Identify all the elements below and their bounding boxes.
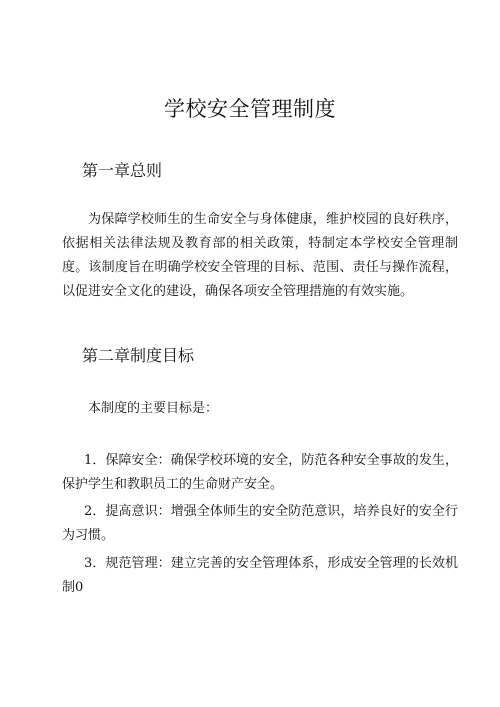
goal-item-2: 2．提高意识：增强全体师生的安全防范意识，培养良好的安全行为习惯。 [62,504,458,543]
chapter-2-intro: 本制度的主要目标是： [88,401,219,416]
goal-item-1: 1．保障安全：确保学校环境的安全，防范各种安全事故的发生，保护学生和教职员工的生命财产安全。 [62,453,458,492]
chapter-1-heading: 第一章总则 [82,161,163,180]
goal-item-3: 3．规范管理：建立完善的安全管理体系，形成安全管理的长效机制0 [62,556,458,595]
chapter-1-paragraph: 为保障学校师生的生命安全与身体健康，维护校园的良好秩序，依据相关法律法规及教育部的相关政策，特制定本学校安全管理制度。该制度旨在明确学校安全管理的目标、范围、责任与操作流程，以促进安全文化的建设，确保各项安全管理措施的有效实施。 [62,212,458,299]
document-title: 学校安全管理制度 [164,97,336,121]
chapter-2-heading: 第二章制度目标 [82,346,195,365]
